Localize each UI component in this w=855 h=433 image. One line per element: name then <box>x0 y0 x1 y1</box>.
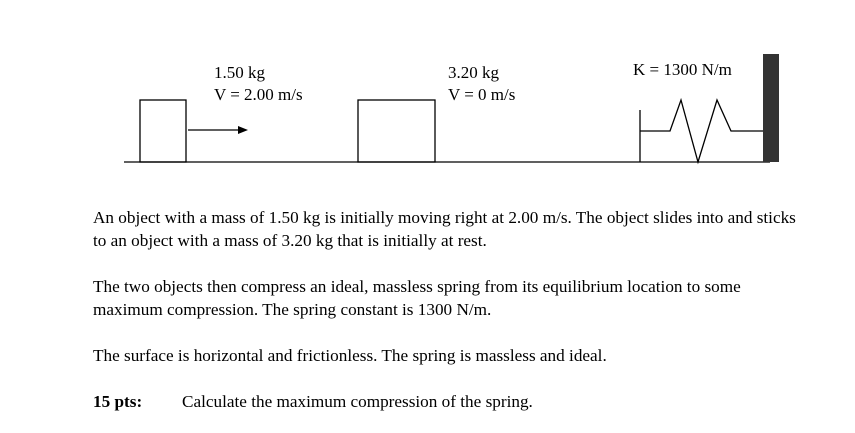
mass2-label <box>448 62 515 106</box>
wall <box>763 54 779 162</box>
mass1-velocity: V = 2.00 m/s <box>214 85 303 104</box>
spring-constant-label: K = 1300 N/m <box>633 60 732 79</box>
mass1-label <box>214 62 303 106</box>
block-1 <box>140 100 186 162</box>
question-line <box>93 390 533 413</box>
mass2-velocity: V = 0 m/s <box>448 85 516 104</box>
problem-paragraph-1: An object with a mass of 1.50 kg is initially moving right at 2.00 m/s. The object slides into and sticks to an object with a mass of 3.20 kg that is initially at rest. <box>93 208 796 250</box>
points-label: 15 pts: <box>93 392 143 411</box>
physics-diagram <box>0 0 855 190</box>
spring-coil <box>640 100 763 162</box>
problem-paragraph-3: The surface is horizontal and frictionless. The spring is massless and ideal. <box>93 346 607 365</box>
problem-paragraph-2: The two objects then compress an ideal, massless spring from its equilibrium location to some maximum compression. The spring constant is 1300 N/m. <box>93 277 741 319</box>
mass2-mass: 3.20 kg <box>448 63 499 82</box>
mass1-mass: 1.50 kg <box>214 63 265 82</box>
velocity-arrow-head <box>238 126 248 134</box>
block-2 <box>358 100 435 162</box>
diagram-svg <box>0 0 855 190</box>
question-text: Calculate the maximum compression of the spring. <box>182 392 533 411</box>
